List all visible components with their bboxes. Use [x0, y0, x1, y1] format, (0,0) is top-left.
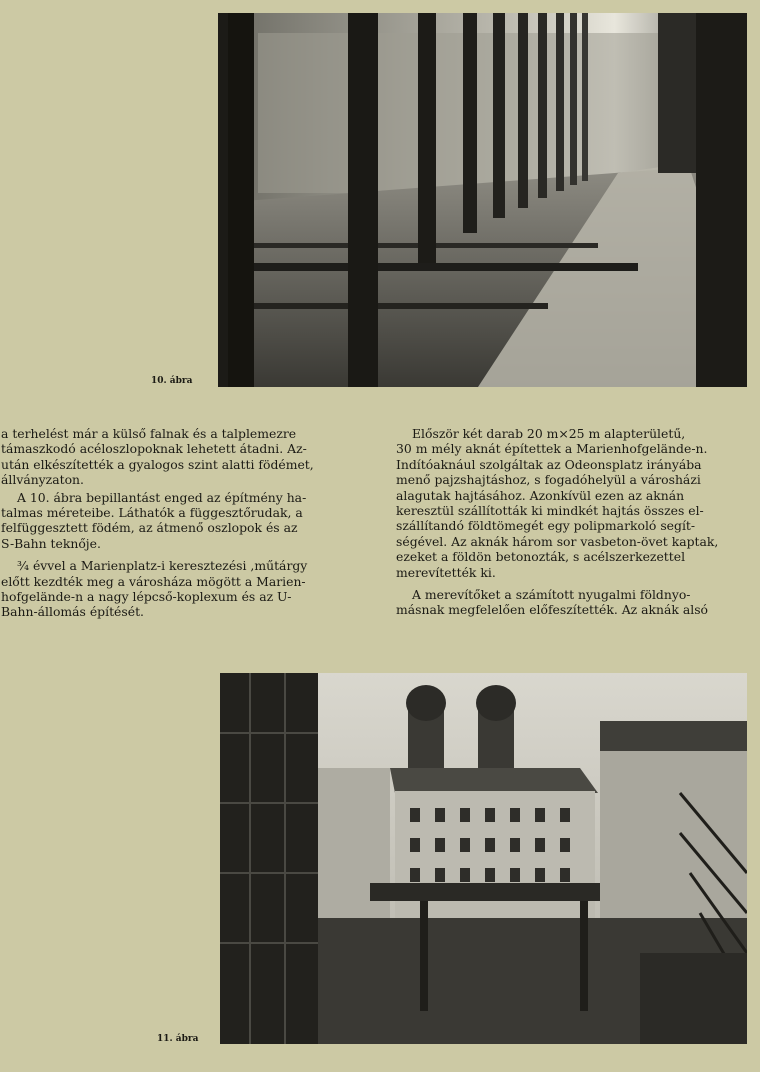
paragraph [1, 558, 385, 620]
text-line: Először két darab 20 m×25 m alapterületű, [412, 426, 686, 441]
text-line: ezeket a földön betonozták, s acélszerkezettel [396, 549, 686, 565]
text-line: hofgelände-n a nagy lépcső-koplexum és az U- [1, 589, 292, 605]
figure-10-image [218, 13, 747, 387]
text-line: ségével. Az aknák három sor vasbeton-övet kaptak, [396, 533, 719, 549]
text-line: ¾ évvel a Marienplatz-i keresztezési ,műtárgy [17, 558, 308, 574]
text-line: S-Bahn teknője. [1, 535, 101, 551]
paragraph [1, 426, 385, 488]
figure-10-caption: 10. ábra [151, 376, 193, 386]
paragraph [396, 587, 758, 618]
text-line: a terhelést már a külső falnak és a talplemezre [1, 426, 297, 441]
figure-11-image [220, 673, 747, 1044]
text-line: támaszkodó acéloszlopoknak lehetett átadni. Az- [1, 441, 307, 457]
text-line: felfüggesztett födém, az átmenő oszlopok és az [1, 520, 298, 536]
text-line: Indítóaknául szolgáltak az Odeonsplatz irányába [396, 456, 702, 472]
figure-11-caption: 11. ábra [157, 1034, 199, 1044]
paragraph [1, 490, 385, 552]
text-line: keresztül szállították ki mindkét hajtás összes el- [396, 503, 704, 519]
text-line: szállítandó földtömegét egy polipmarkoló segít- [396, 518, 696, 534]
text-line: 30 m mély aknát építettek a Marienhofgelände-n. [396, 441, 708, 457]
figure-10-photo [218, 13, 747, 387]
text-line: másnak megfelelően előfeszítették. Az aknák alsó [396, 602, 709, 618]
text-line: A merevítőket a számított nyugalmi földnyo- [412, 587, 691, 603]
figure-11-photo [220, 673, 747, 1044]
right-text-column [396, 426, 758, 618]
left-text-column [1, 426, 385, 620]
text-line: talmas méreteibe. Láthatók a függesztőrudak, a [1, 505, 303, 521]
paragraph [396, 426, 758, 580]
text-line: merevítették ki. [396, 564, 496, 580]
text-line: állványzaton. [1, 472, 84, 488]
text-line: menő pajzshajtáshoz, s fogadóhelyül a városházi [396, 472, 701, 488]
text-line: A 10. ábra bepillantást enged az építmény ha- [17, 489, 307, 505]
text-line: előtt kezdték meg a városháza mögött a Marien- [1, 573, 306, 589]
text-line: alagutak hajtásához. Azonkívül ezen az aknán [396, 487, 685, 503]
text-line: után elkészítették a gyalogos szint alatti födémet, [1, 456, 314, 472]
text-line: Bahn-állomás építését. [1, 604, 144, 620]
